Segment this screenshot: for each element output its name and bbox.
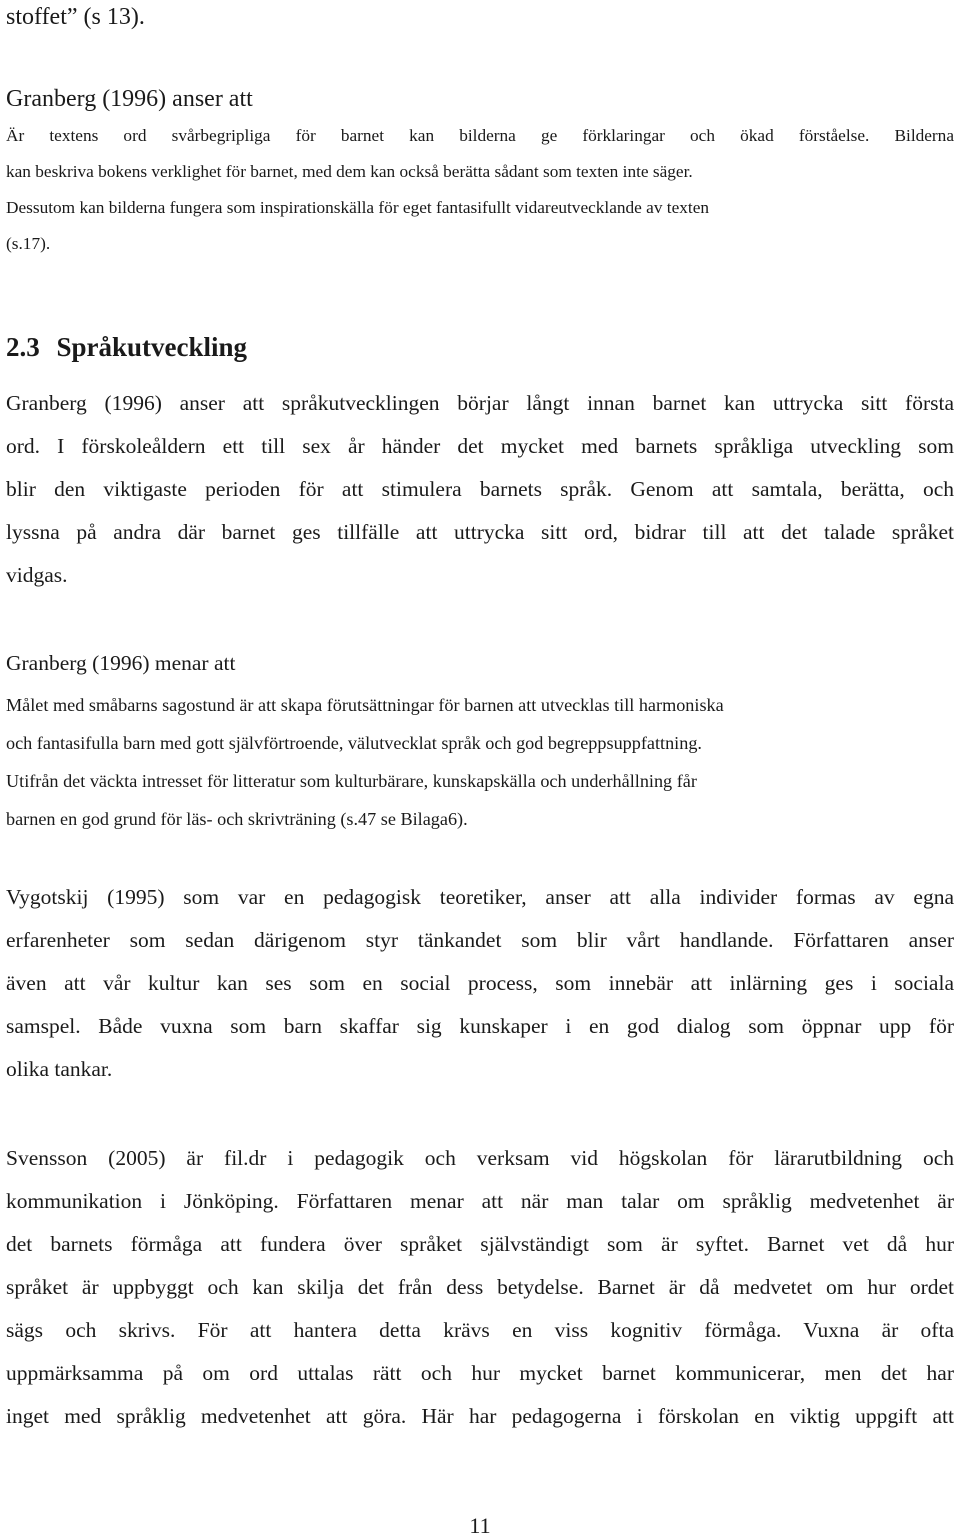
paragraph-language-development	[6, 382, 954, 597]
paragraph-line: blir den viktigaste perioden för att stimulera barnets språk. Genom att samtala, berätta, och	[6, 477, 954, 501]
paragraph-line: sägs och skrivs. För att hantera detta krävs en viss kognitiv förmåga. Vuxna är ofta	[6, 1318, 954, 1342]
paragraph-line: samspel. Både vuxna som barn skaffar sig kunskaper i en god dialog som öppnar upp för	[6, 1014, 954, 1038]
quote-line: (s.17).	[6, 234, 51, 253]
paragraph-line: lyssna på andra där barnet ges tillfälle att uttrycka sitt ord, bidrar till att det talade språket	[6, 520, 954, 544]
page-number: 11	[469, 1513, 491, 1538]
section-number: 2.3	[6, 332, 40, 362]
paragraph-line: Svensson (2005) är fil.dr i pedagogik och verksam vid högskolan för lärarutbildning och	[6, 1146, 954, 1170]
quote-line: Målet med småbarns sagostund är att skapa förutsättningar för barnen att utvecklas till harmoniska	[6, 695, 724, 715]
quote-line: kan beskriva bokens verklighet för barnet, med dem kan också berätta sådant som texten inte säger.	[6, 162, 693, 181]
paragraph-line: olika tankar.	[6, 1057, 113, 1081]
paragraph-line: Granberg (1996) anser att språkutvecklingen börjar långt innan barnet kan uttrycka sitt första	[6, 391, 954, 415]
quote-line: och fantasifulla barn med gott självförtroende, välutvecklat språk och god begreppsuppfattning.	[6, 733, 702, 753]
quote-line: Utifrån det väckta intresset för litteratur som kulturbärare, kunskapskälla och underhållning får	[6, 771, 697, 791]
paragraph-vygotskij	[6, 876, 954, 1091]
quote-line: Är textens ord svårbegripliga för barnet kan bilderna ge förklaringar och ökad förståelse. Bilderna	[6, 126, 954, 145]
paragraph-line: även att vår kultur kan ses som en social process, som innebär att inlärning ges i sociala	[6, 971, 954, 995]
top-fragment: stoffet” (s 13).	[6, 4, 145, 30]
paragraph-line: språket är uppbyggt och kan skilja det från dess betydelse. Barnet är då medvetet om hur ordet	[6, 1275, 954, 1299]
quote-line: barnen en god grund för läs- och skrivträning (s.47 se Bilaga6).	[6, 809, 468, 829]
paragraph-svensson	[6, 1137, 954, 1438]
paragraph-line: erfarenheter som sedan därigenom styr tänkandet som blir vårt handlande. Författaren anser	[6, 928, 954, 952]
paragraph-line: kommunikation i Jönköping. Författaren menar att när man talar om språklig medvetenhet är	[6, 1189, 954, 1213]
paragraph-line: det barnets förmåga att fundera över språket självständigt som är syftet. Barnet vet då hur	[6, 1232, 954, 1256]
section-title: Språkutveckling	[56, 332, 248, 362]
paragraph-line: ord. I förskoleåldern ett till sex år händer det mycket med barnets språkliga utveckling som	[6, 434, 954, 458]
block-quote-2	[6, 686, 954, 838]
paragraph-line: uppmärksamma på om ord uttalas rätt och hur mycket barnet kommunicerar, men det har	[6, 1361, 954, 1385]
paragraph-line: inget med språklig medvetenhet att göra. Här har pedagogerna i förskolan en viktig uppgift att	[6, 1404, 954, 1428]
paragraph-line: Vygotskij (1995) som var en pedagogisk teoretiker, anser att alla individer formas av egna	[6, 885, 954, 909]
quote1-intro: Granberg (1996) anser att	[6, 86, 253, 112]
quote-line: Dessutom kan bilderna fungera som inspirationskälla för eget fantasifullt vidareutvecklande av texten	[6, 198, 710, 217]
block-quote-1	[6, 118, 954, 262]
quote2-intro: Granberg (1996) menar att	[6, 651, 236, 675]
section-heading	[6, 332, 954, 362]
paragraph-line: vidgas.	[6, 563, 68, 587]
